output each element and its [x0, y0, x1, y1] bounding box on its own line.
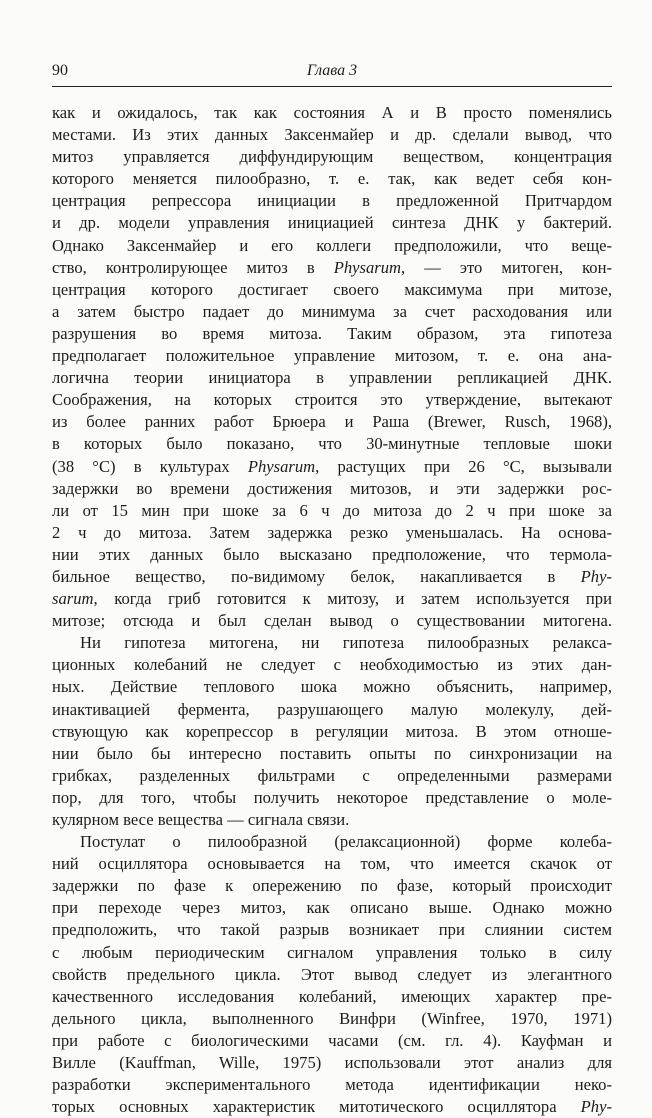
text-line: ствующую как корепрессор в регуляции митоза. В этом отноше-: [52, 721, 612, 741]
text-line: кулярном весе вещества — сигнала связи.: [52, 810, 350, 829]
text-line: ли от 15 мин при шоке за 6 ч до митоза до 2 ч при шоке за: [52, 500, 612, 520]
text-line: из более ранних работ Брюера и Раша (Brewer, Rusch, 1968),: [52, 412, 612, 432]
text-line: нии было бы интересно поставить опыты по синхронизации на: [52, 743, 612, 763]
text-line: Ни гипотеза митогена, ни гипотеза пилообразных релакса-: [80, 633, 612, 653]
text-line: предполагает положительное управление митозом, т. е. она ана-: [52, 346, 612, 366]
text-line: грибках, разделенных фильтрами с определенными размерами: [52, 765, 612, 785]
text-line: задержки во времени достижения митозов, и эти задержки рос-: [52, 478, 612, 498]
text-line: как и ожидалось, так как состояния А и В просто поменялись: [52, 103, 612, 122]
text-line: ционных колебаний не следует с необходимостью из этих дан-: [52, 655, 612, 675]
text-line: логична теории инициатора в управлении репликацией ДНК.: [52, 368, 612, 388]
text-line: в которых было показано, что 30-минутные тепловые шоки: [52, 434, 612, 454]
text-line: sarum, когда гриб готовится к митозу, и затем используется при: [52, 589, 612, 609]
chapter-title: Глава 3: [306, 62, 358, 79]
text-line: а затем быстро падает до минимума за счет расходования или: [52, 301, 612, 321]
text-line: свойств предельного цикла. Этот вывод следует из элегантного: [52, 964, 612, 984]
text-line: разработки экспериментального метода идентификации неко-: [52, 1075, 612, 1095]
body-text: [52, 102, 612, 1118]
text-line: митоз управляется диффундирующим веществом, концентрация: [52, 147, 612, 167]
text-line: Однако Заксенмайер и его коллеги предположили, что веще-: [52, 235, 612, 255]
text-line: торых основных характеристик митотического осциллятора Phy-: [52, 1097, 612, 1117]
text-line: (38 °С) в культурах Physarum, растущих при 26 °С, вызывали: [52, 456, 612, 476]
text-line: митозе; отсюда и был сделан вывод о существовании митогена.: [52, 611, 612, 631]
text-line: Вилле (Kauffman, Wille, 1975) использовали этот анализ для: [52, 1053, 612, 1073]
text-line: при работе с биологическими часами (см. гл. 4). Кауфман и: [52, 1030, 612, 1050]
text-line: качественного исследования колебаний, имеющих характер пре-: [52, 986, 612, 1006]
text-line: пор, для того, чтобы получить некоторое представление о моле-: [52, 787, 612, 807]
text-line: при переходе через митоз, как описано выше. Однако можно: [52, 898, 612, 918]
text-line: задержки по фазе к опережению по фазе, который происходит: [52, 876, 612, 896]
text-line: инактивацией фермента, разрушающего малую молекулу, дей-: [52, 699, 612, 719]
text-line: местами. Из этих данных Заксенмайер и др. сделали вывод, что: [52, 125, 612, 145]
text-line: дельного цикла, выполненного Винфри (Winfree, 1970, 1971): [52, 1008, 612, 1028]
text-line: Соображения, на которых строится это утверждение, вытекают: [52, 390, 612, 410]
text-line: Постулат о пилообразной (релаксационной) форме колеба-: [80, 832, 612, 852]
text-line: ных. Действие теплового шока можно объяснить, например,: [52, 677, 612, 697]
text-line: 2 ч до митоза. Затем задержка резко уменьшалась. На основа-: [52, 522, 612, 542]
text-line: и др. модели управления инициацией синтеза ДНК у бактерий.: [52, 213, 612, 233]
header-rule: [52, 86, 612, 87]
text-line: нии этих данных было высказано предположение, что термола-: [52, 544, 612, 564]
page-number: 90: [52, 62, 68, 79]
text-line: бильное вещество, по-видимому белок, накапливается в Phy-: [52, 566, 612, 586]
text-line: разрушения во время митоза. Таким образом, эта гипотеза: [52, 323, 612, 343]
text-line: предположить, что такой разрыв возникает при слиянии систем: [52, 920, 612, 940]
text-line: которого меняется пилообразно, т. е. так, как ведет себя кон-: [52, 169, 612, 189]
text-line: центрация репрессора инициации в предложенной Притчардом: [52, 191, 612, 211]
text-line: ний осциллятора основывается на том, что имеется скачок от: [52, 854, 612, 874]
text-line: ство, контролирующее митоз в Physarum, — это митоген, кон-: [52, 257, 612, 277]
page-header: [52, 62, 612, 84]
text-line: центрация которого достигает своего максимума при митозе,: [52, 279, 612, 299]
text-line: с любым периодическим сигналом управления только в силу: [52, 942, 612, 962]
